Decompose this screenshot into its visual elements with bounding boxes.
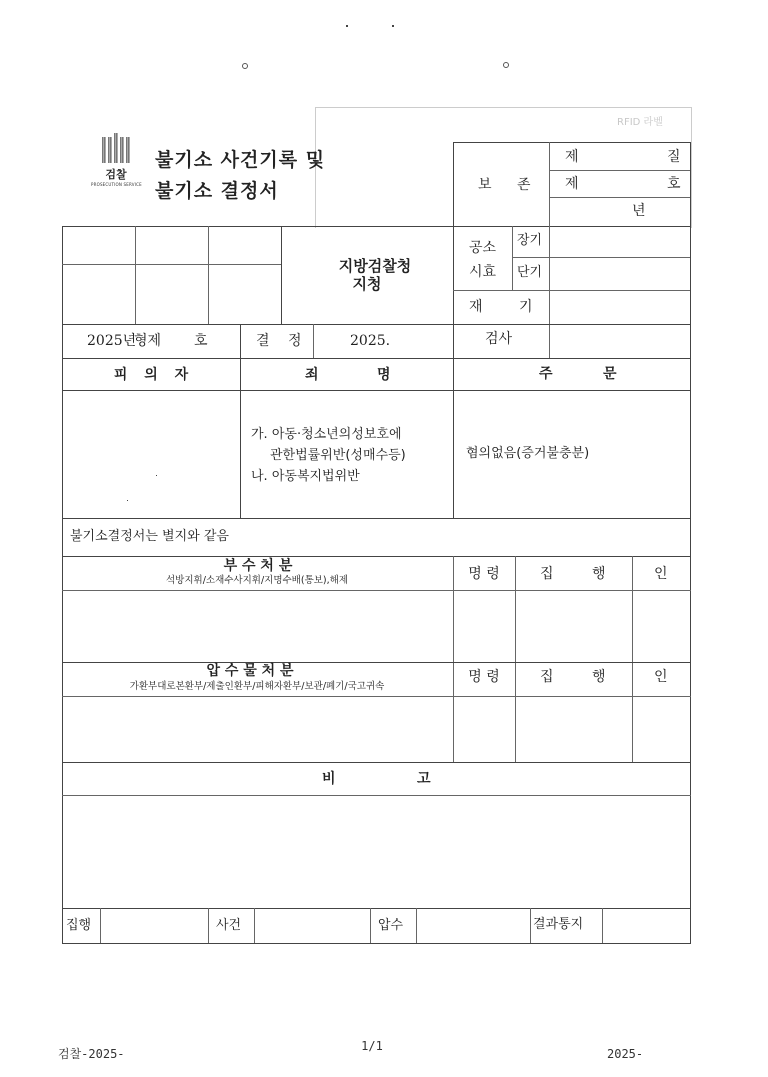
scan-speck <box>156 475 157 476</box>
preservation-row2-b: 호 <box>667 176 681 192</box>
charge-column-header-b: 명 <box>377 367 391 383</box>
preservation-label-a: 보 <box>478 177 492 193</box>
restart-label-a: 재 <box>469 299 483 315</box>
grid-line <box>453 290 690 291</box>
remarks-header-b: 고 <box>417 771 431 787</box>
seized-disposition-subtitle: 가환부대로본환부/제출인환부/피해자환부/보관/폐기/국고귀속 <box>129 681 385 692</box>
grid-line <box>416 908 417 943</box>
seized-exec-header-b: 행 <box>592 669 606 685</box>
grid-line <box>62 556 691 557</box>
preservation-label-b: 존 <box>517 177 531 193</box>
execution-label: 집행 <box>66 918 92 933</box>
statute-short-label: 단기 <box>517 265 543 280</box>
grid-line <box>549 142 550 226</box>
seized-order-header: 명 령 <box>468 669 500 685</box>
grid-line <box>515 556 516 762</box>
grid-line <box>240 390 241 518</box>
charge-item-1: 가. 아동·청소년의성보호에 <box>251 427 402 442</box>
preservation-row1-b: 질 <box>667 149 681 165</box>
grid-line <box>632 556 633 762</box>
grid-line <box>62 226 63 944</box>
case-label: 사건 <box>216 918 242 933</box>
ancillary-disposition-title: 부 수 처 분 <box>223 558 293 574</box>
logo-bars-icon <box>91 137 141 163</box>
seized-disposition-title: 압 수 물 처 분 <box>206 663 294 679</box>
restart-label-b: 기 <box>519 299 533 315</box>
grid-line <box>602 908 603 943</box>
grid-line <box>254 908 255 943</box>
grid-line <box>281 226 282 324</box>
ancillary-disposition-subtitle: 석방지휘/소재수사지휘/지명수배(통보),해제 <box>165 575 349 586</box>
grid-line <box>453 142 691 143</box>
logo-text-en: PROSECUTION SERVICE <box>91 182 142 187</box>
grid-line <box>100 908 101 943</box>
grid-line <box>512 226 513 290</box>
charge-item-2: 나. 아동복지법위반 <box>251 469 360 484</box>
case-number-suffix: 호 <box>194 333 208 349</box>
seizure-label: 압수 <box>378 918 404 933</box>
ancillary-exec-header-a: 집 <box>540 566 554 582</box>
suspect-column-header: 피 의 자 <box>113 367 189 383</box>
result-notice-label: 결과통지 <box>533 917 584 932</box>
grid-line <box>135 226 136 324</box>
disposition-column-header-b: 문 <box>603 366 617 382</box>
grid-line <box>453 226 454 390</box>
grid-line <box>62 518 691 519</box>
rfid-label: RFID 라벨 <box>617 117 663 128</box>
grid-line <box>240 324 241 390</box>
grid-line <box>313 324 314 358</box>
prosecutor-label: 검사 <box>485 331 513 347</box>
preservation-row2-a: 제 <box>565 176 579 192</box>
office-name: 지방검찰청 <box>338 257 412 275</box>
footer-year: 2025- <box>607 1047 644 1061</box>
grid-line <box>62 696 691 697</box>
grid-line <box>208 226 209 324</box>
seized-exec-header-a: 집 <box>540 669 554 685</box>
footer-page-number: 1/1 <box>361 1039 383 1053</box>
charge-item-1-cont: 관한법률위반(성매수등) <box>270 448 406 463</box>
grid-line <box>370 908 371 943</box>
grid-line <box>512 257 690 258</box>
grid-line <box>62 908 691 909</box>
grid-line <box>453 390 454 518</box>
decision-label-a: 결 <box>256 333 270 349</box>
scan-speck <box>127 500 128 501</box>
grid-line <box>549 197 690 198</box>
seized-stamp-header: 인 <box>654 669 668 685</box>
punch-hole-mark <box>242 63 248 69</box>
ancillary-exec-header-b: 행 <box>592 566 606 582</box>
grid-line <box>62 324 691 325</box>
grid-line <box>549 170 690 171</box>
charge-column-header-a: 죄 <box>305 367 319 383</box>
grid-line <box>62 226 691 227</box>
grid-line <box>453 556 454 762</box>
prosecution-logo <box>91 137 141 192</box>
statute-label-line1: 공소 <box>469 240 497 256</box>
grid-line <box>690 142 691 944</box>
ancillary-order-header: 명 령 <box>468 566 500 582</box>
grid-line <box>62 390 691 391</box>
grid-line <box>530 908 531 943</box>
scan-speck <box>392 25 394 27</box>
document-title-line1: 불기소 사건기록 및 <box>155 149 326 171</box>
preservation-row3: 년 <box>632 203 646 219</box>
logo-text-kr: 검찰 <box>105 168 127 181</box>
disposition-text: 혐의없음(증거불충분) <box>466 446 590 461</box>
decision-label-b: 정 <box>288 333 302 349</box>
grid-line <box>549 226 550 358</box>
document-title-line2: 불기소 결정서 <box>155 180 279 202</box>
grid-line <box>62 762 691 763</box>
ancillary-stamp-header: 인 <box>654 566 668 582</box>
decision-date: 2025. <box>350 333 391 349</box>
statute-long-label: 장기 <box>517 233 543 248</box>
remarks-header-a: 비 <box>322 771 336 787</box>
case-number-type: 형제 <box>134 333 162 349</box>
grid-line <box>62 590 691 591</box>
grid-line <box>62 795 691 796</box>
grid-line <box>62 264 281 265</box>
disposition-column-header-a: 주 <box>539 366 553 382</box>
grid-line <box>62 662 691 663</box>
grid-line <box>453 142 454 226</box>
grid-line <box>62 358 691 359</box>
grid-line <box>208 908 209 943</box>
scan-speck <box>346 25 348 27</box>
footer-document-number: 검찰-2025- <box>58 1047 125 1061</box>
statute-label-line2: 시효 <box>469 264 497 280</box>
case-number-year: 2025년 <box>87 333 137 349</box>
punch-hole-mark <box>503 62 509 68</box>
preservation-row1-a: 제 <box>565 149 579 165</box>
grid-line <box>62 943 691 944</box>
decision-note: 불기소결정서는 별지와 같음 <box>70 529 229 544</box>
branch-office-name: 지청 <box>352 275 382 293</box>
